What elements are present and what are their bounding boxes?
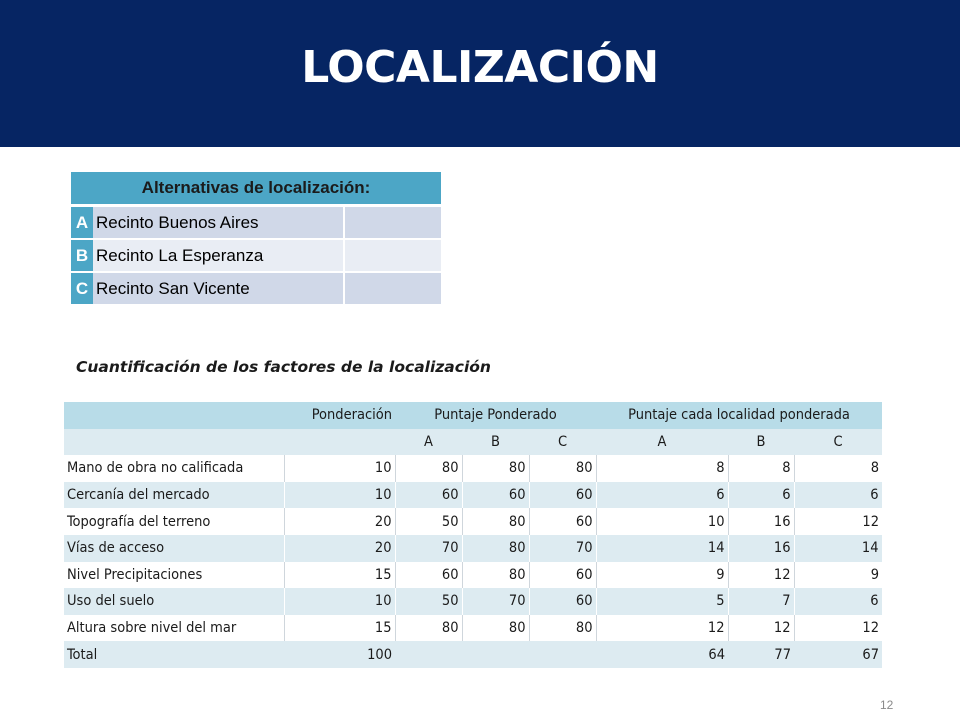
alternative-letter: A xyxy=(71,207,93,238)
sub-header-b: B xyxy=(462,429,529,456)
alternative-empty-cell xyxy=(345,240,441,271)
factor-weight: 10 xyxy=(284,588,395,615)
location-score-b: 12 xyxy=(728,562,794,589)
factor-row xyxy=(64,455,882,482)
weighted-score-a: 60 xyxy=(395,482,462,509)
sub-header-a: A xyxy=(395,429,462,456)
factors-table xyxy=(64,402,883,668)
weighted-score-c: 60 xyxy=(529,562,596,589)
factor-weight: 15 xyxy=(284,615,395,642)
total-label: Total xyxy=(64,641,284,668)
weighted-score-b: 80 xyxy=(462,562,529,589)
location-score-c: 8 xyxy=(794,455,882,482)
factor-row xyxy=(64,615,882,642)
alternative-letter: C xyxy=(71,273,93,304)
total-row xyxy=(64,641,882,668)
factor-row xyxy=(64,508,882,535)
weighted-score-b: 70 xyxy=(462,588,529,615)
location-score-a: 14 xyxy=(596,535,728,562)
alternative-empty-cell xyxy=(345,207,441,238)
alternative-name: Recinto Buenos Aires xyxy=(93,207,345,238)
title-banner xyxy=(0,0,960,147)
sub-header-c: C xyxy=(529,429,596,456)
sub-header-c: C xyxy=(794,429,882,456)
factor-weight: 20 xyxy=(284,535,395,562)
factor-weight: 10 xyxy=(284,455,395,482)
location-score-b: 8 xyxy=(728,455,794,482)
factor-name: Topografía del terreno xyxy=(64,508,284,535)
weighted-score-header: Puntaje Ponderado xyxy=(395,402,596,429)
factor-row xyxy=(64,482,882,509)
alternative-row-b xyxy=(71,238,441,271)
location-score-c: 12 xyxy=(794,615,882,642)
header-empty-cell xyxy=(64,402,284,429)
weighted-score-c: 60 xyxy=(529,508,596,535)
weighted-score-a: 80 xyxy=(395,455,462,482)
location-score-c: 6 xyxy=(794,588,882,615)
section-title: Cuantificación de los factores de la localización xyxy=(76,358,491,376)
weighted-score-c: 80 xyxy=(529,615,596,642)
weighted-score-b: 80 xyxy=(462,455,529,482)
weighted-score-b: 80 xyxy=(462,535,529,562)
factor-name: Vías de acceso xyxy=(64,535,284,562)
location-score-a: 5 xyxy=(596,588,728,615)
group-header-row xyxy=(64,402,882,429)
location-score-c: 14 xyxy=(794,535,882,562)
alternative-row-a xyxy=(71,205,441,238)
total-weight: 100 xyxy=(284,641,395,668)
location-score-c: 9 xyxy=(794,562,882,589)
weight-header: Ponderación xyxy=(284,402,395,429)
location-score-c: 6 xyxy=(794,482,882,509)
total-empty-cell xyxy=(395,641,462,668)
header-empty-cell xyxy=(284,429,395,456)
factor-name: Cercanía del mercado xyxy=(64,482,284,509)
alternatives-table xyxy=(71,172,441,304)
location-score-b: 12 xyxy=(728,615,794,642)
factor-name: Mano de obra no calificada xyxy=(64,455,284,482)
weighted-score-b: 80 xyxy=(462,615,529,642)
weighted-score-c: 60 xyxy=(529,482,596,509)
total-empty-cell xyxy=(529,641,596,668)
factor-row xyxy=(64,588,882,615)
sub-header-b: B xyxy=(728,429,794,456)
factor-name: Uso del suelo xyxy=(64,588,284,615)
location-score-a: 8 xyxy=(596,455,728,482)
factor-weight: 10 xyxy=(284,482,395,509)
location-score-b: 6 xyxy=(728,482,794,509)
location-score-c: 12 xyxy=(794,508,882,535)
location-score-b: 16 xyxy=(728,508,794,535)
factor-weight: 20 xyxy=(284,508,395,535)
location-score-b: 7 xyxy=(728,588,794,615)
weighted-score-c: 70 xyxy=(529,535,596,562)
weighted-score-a: 50 xyxy=(395,508,462,535)
total-score-a: 64 xyxy=(596,641,728,668)
alternative-empty-cell xyxy=(345,273,441,304)
alternative-row-c xyxy=(71,271,441,304)
page-number: 12 xyxy=(880,698,894,712)
location-score-b: 16 xyxy=(728,535,794,562)
location-score-a: 10 xyxy=(596,508,728,535)
weighted-score-c: 80 xyxy=(529,455,596,482)
sub-header-a: A xyxy=(596,429,728,456)
header-empty-cell xyxy=(64,429,284,456)
alternative-letter: B xyxy=(71,240,93,271)
location-score-a: 6 xyxy=(596,482,728,509)
total-score-b: 77 xyxy=(728,641,794,668)
weighted-score-a: 70 xyxy=(395,535,462,562)
alternative-name: Recinto La Esperanza xyxy=(93,240,345,271)
weighted-score-b: 80 xyxy=(462,508,529,535)
weighted-score-b: 60 xyxy=(462,482,529,509)
factor-name: Altura sobre nivel del mar xyxy=(64,615,284,642)
location-score-a: 9 xyxy=(596,562,728,589)
weighted-score-a: 60 xyxy=(395,562,462,589)
sub-header-row xyxy=(64,429,882,456)
alternatives-header: Alternativas de localización: xyxy=(71,172,441,205)
factor-name: Nivel Precipitaciones xyxy=(64,562,284,589)
location-score-a: 12 xyxy=(596,615,728,642)
total-score-c: 67 xyxy=(794,641,882,668)
factor-weight: 15 xyxy=(284,562,395,589)
weighted-score-a: 50 xyxy=(395,588,462,615)
alternative-name: Recinto San Vicente xyxy=(93,273,345,304)
total-empty-cell xyxy=(462,641,529,668)
factor-row xyxy=(64,562,882,589)
factor-row xyxy=(64,535,882,562)
location-score-header: Puntaje cada localidad ponderada xyxy=(596,402,882,429)
weighted-score-a: 80 xyxy=(395,615,462,642)
weighted-score-c: 60 xyxy=(529,588,596,615)
slide-title: LOCALIZACIÓN xyxy=(301,42,659,93)
